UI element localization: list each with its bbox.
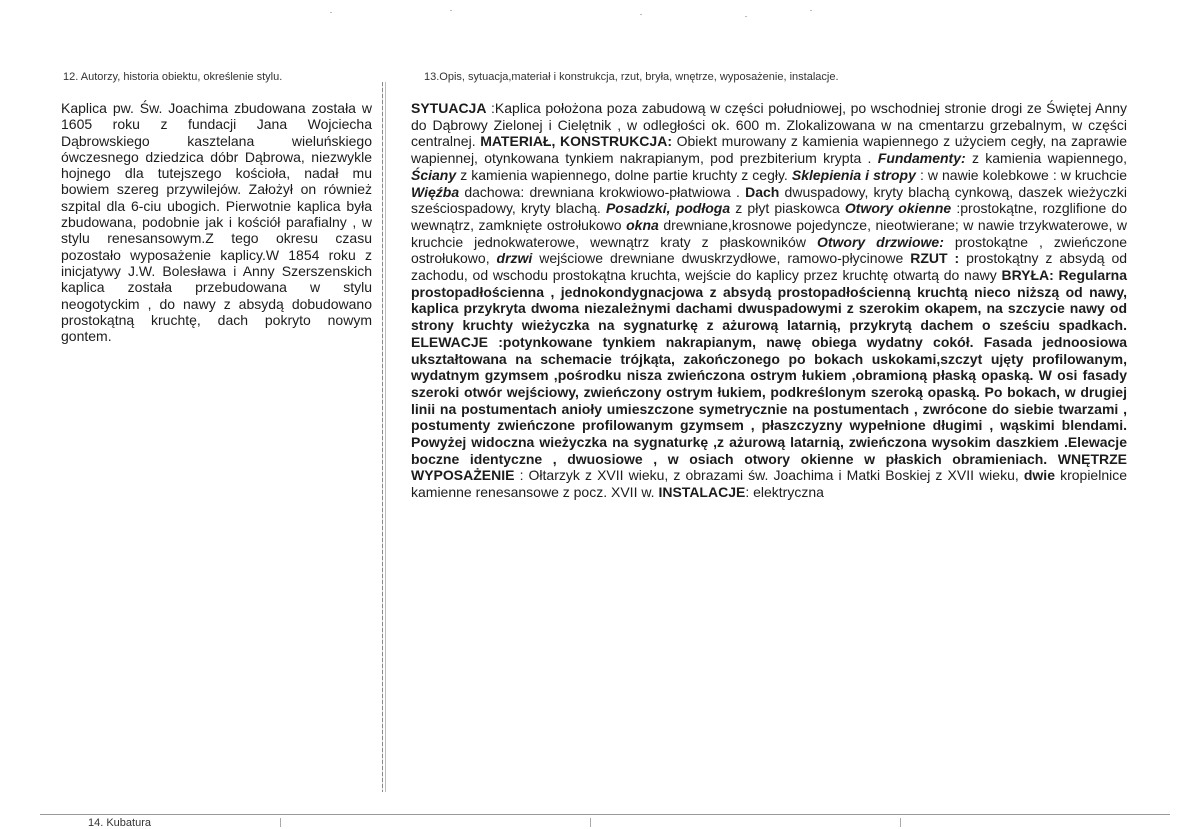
scan-speck [745, 16, 747, 17]
column-divider-secondary [385, 82, 386, 792]
foundations-text: z kamienia wapiennego, [971, 150, 1128, 167]
vaults-label: Sklepienia i stropy [791, 166, 916, 183]
roof-text: dwuspadowy, kryty blachą cynkową, daszek wieżyczki sześciospadowy, kryty blachą. [411, 183, 1128, 217]
history-text: Kaplica pw. Św. Joachima zbudowana została w 1605 roku z fundacji Jana Wojciecha Dąbrowskiego kasztelana wieluńskiego ówczesnego dziedzica dóbr Dąbrowa, niezwykle hojnego dla tutejszego kościoła, nadał mu bowiem szereg przywilejów. Założył on również szpital dla 6-ciu ubogich. Pierwotnie kaplica była zbudowana, podobnie jak i kościół parafialny , w stylu renesansowym.Z tego okresu czasu pozostało wyposażenie kaplicy.W 1854 roku z inicjatywy J.W. Bolesława i Anny Szerszenskich kaplica została przebudowana w stylu neogotyckim , do nawy z absydą dobudowano prostokątną kruchtę, dach pokryto nowym gontem. [61, 100, 372, 345]
section-13-header: 13.Opis, sytuacja,materiał i konstrukcja, rzut, bryła, wnętrze, wyposażenie, instalacje. [424, 71, 839, 83]
windows-text: :prostokątne, rozglifione do wewnątrz, zamknięte ostrołukowo [411, 200, 1127, 233]
description-text [411, 100, 1127, 501]
truss-label: Więźba [411, 183, 460, 200]
plan-label: RZUT : [910, 250, 960, 267]
footer-tick [280, 818, 281, 827]
installations-text: : elektryczna [745, 484, 824, 501]
footer-tick [590, 818, 591, 827]
installations-label: INSTALACJE [658, 484, 746, 501]
windows-okna-label: okna [626, 216, 659, 233]
footer-tick [900, 818, 901, 827]
interior-text-2: kropielnice kamienne renesansowe z pocz. XVII w. [411, 467, 1128, 501]
interior-dwie: dwie [1023, 467, 1055, 484]
mass-label: BRYŁA: [1001, 267, 1054, 284]
windows-okna-text: drewniane,krosnowe pojedyncze, nieotwierane; w nawie trzykwaterowe, w kruchcie jednokwaterowe, wewnątrz kraty z płaskowników [411, 216, 1128, 250]
floors-label: Posadzki, podłoga [605, 200, 731, 217]
foundations-label: Fundamenty: [877, 150, 966, 167]
scan-speck [450, 10, 452, 11]
section-12-header: 12. Autorzy, historia obiektu, określenie stylu. [63, 71, 283, 83]
truss-text: dachowa: drewniana krokwiowo-płatwiowa . [464, 183, 740, 200]
doors-text: prostokątne , zwieńczone ostrołukowo, [411, 233, 1128, 267]
interior-label: WNĘTRZE WYPOSAŻENIE [411, 450, 1127, 484]
situation-text: :Kaplica położona poza zabudową w części południowej, po wschodniej stronie drogi ze Świętej Anny do Dąbrowy Zielonej i Cielętnik , w odległości ok. 600 m. Zlokalizowana w na cmentarzu grzebalnym, w części centralnej. [411, 100, 1128, 150]
interior-text: : Ołtarzyk z XVII wieku, z obrazami św. Joachima i Matki Boskiej z XVII wieku, [519, 467, 1019, 484]
material-label: MATERIAŁ, KONSTRUKCJA: [480, 133, 672, 150]
mass-text: Regularna prostopadłościenna , jednokondygnacjowa z absydą prostopadłościenną kruchtą nieco niższą od nawy, kaplica przykryta dwoma niezależnymi dachami dwuspadowymi z szerokim okapem, na szczycie nawy od strony kruchty wieżyczka na sygnaturkę z ażurową latarnią, przykrytą dachem o sześciu spadkach. [411, 267, 1128, 334]
drzwi-label: drzwi [496, 250, 533, 267]
walls-label: Ściany [411, 166, 457, 183]
scan-speck [810, 10, 812, 11]
plan-text: prostokątny z absydą od zachodu, od wschodu prostokątna kruchta, wejście do kaplicy przez kruchtę otwartą do nawy [411, 250, 1128, 284]
doors-label: Otwory drzwiowe: [816, 233, 944, 250]
floors-text: z płyt piaskowca [735, 200, 840, 217]
drzwi-text: wejściowe drewniane dwuskrzydłowe, ramowo-płycinowe [539, 250, 904, 267]
elevations-text: :potynkowane tynkiem nakrapianym, nawę obiega wydatny cokół. Fasada jednoosiowa ukształtowana na schemacie trójkąta, zakończonego po bokach uskokami,szczyt ujęty profilowanym, wydatnym gzymsem ,pośrodku nisza zwieńczona ostrym łukiem ,obramioną płaską opaską. W osi fasady szeroki otwór wejściowy, zwieńczony ostrym łukiem, podkreślonym szeroką opaską. Po bokach, w drugiej linii na postumentach anioły umieszczone symetrycznie na postumentach , zwrócone do siebie twarzami , postumenty zwieńczone profilowanym gzymsem , płaszczyzny wypełnione długimi , wąskimi blendami. Powyżej widoczna wieżyczka na sygnaturkę ,z ażurową latarnią, zwieńczona wysokim daszkiem .Elewacje boczne identyczne , dwuosiowe , w osiach otwory okienne w płaskich obramieniach. [411, 333, 1127, 467]
column-divider [382, 82, 383, 792]
section-14-header: 14. Kubatura [88, 817, 151, 829]
walls-text: z kamienia wapiennego, dolne partie kruchty z cegły. [460, 166, 788, 183]
scan-speck [640, 14, 642, 15]
vaults-text: : w nawie kolebkowe : w kruchcie [919, 166, 1128, 183]
footer-rule [40, 814, 1170, 815]
windows-label: Otwory okienne [844, 200, 952, 217]
situation-label: SYTUACJA [411, 100, 487, 116]
elevations-label: ELEWACJE [411, 333, 489, 350]
scan-speck [330, 12, 332, 13]
roof-label: Dach [745, 183, 780, 200]
material-text: Obiekt murowany z kamienia wapiennego z użyciem cegły, na zaprawie wapiennej, otynkowana tynkiem nakrapianym, pod prezbiterium krypta . [411, 133, 1128, 167]
